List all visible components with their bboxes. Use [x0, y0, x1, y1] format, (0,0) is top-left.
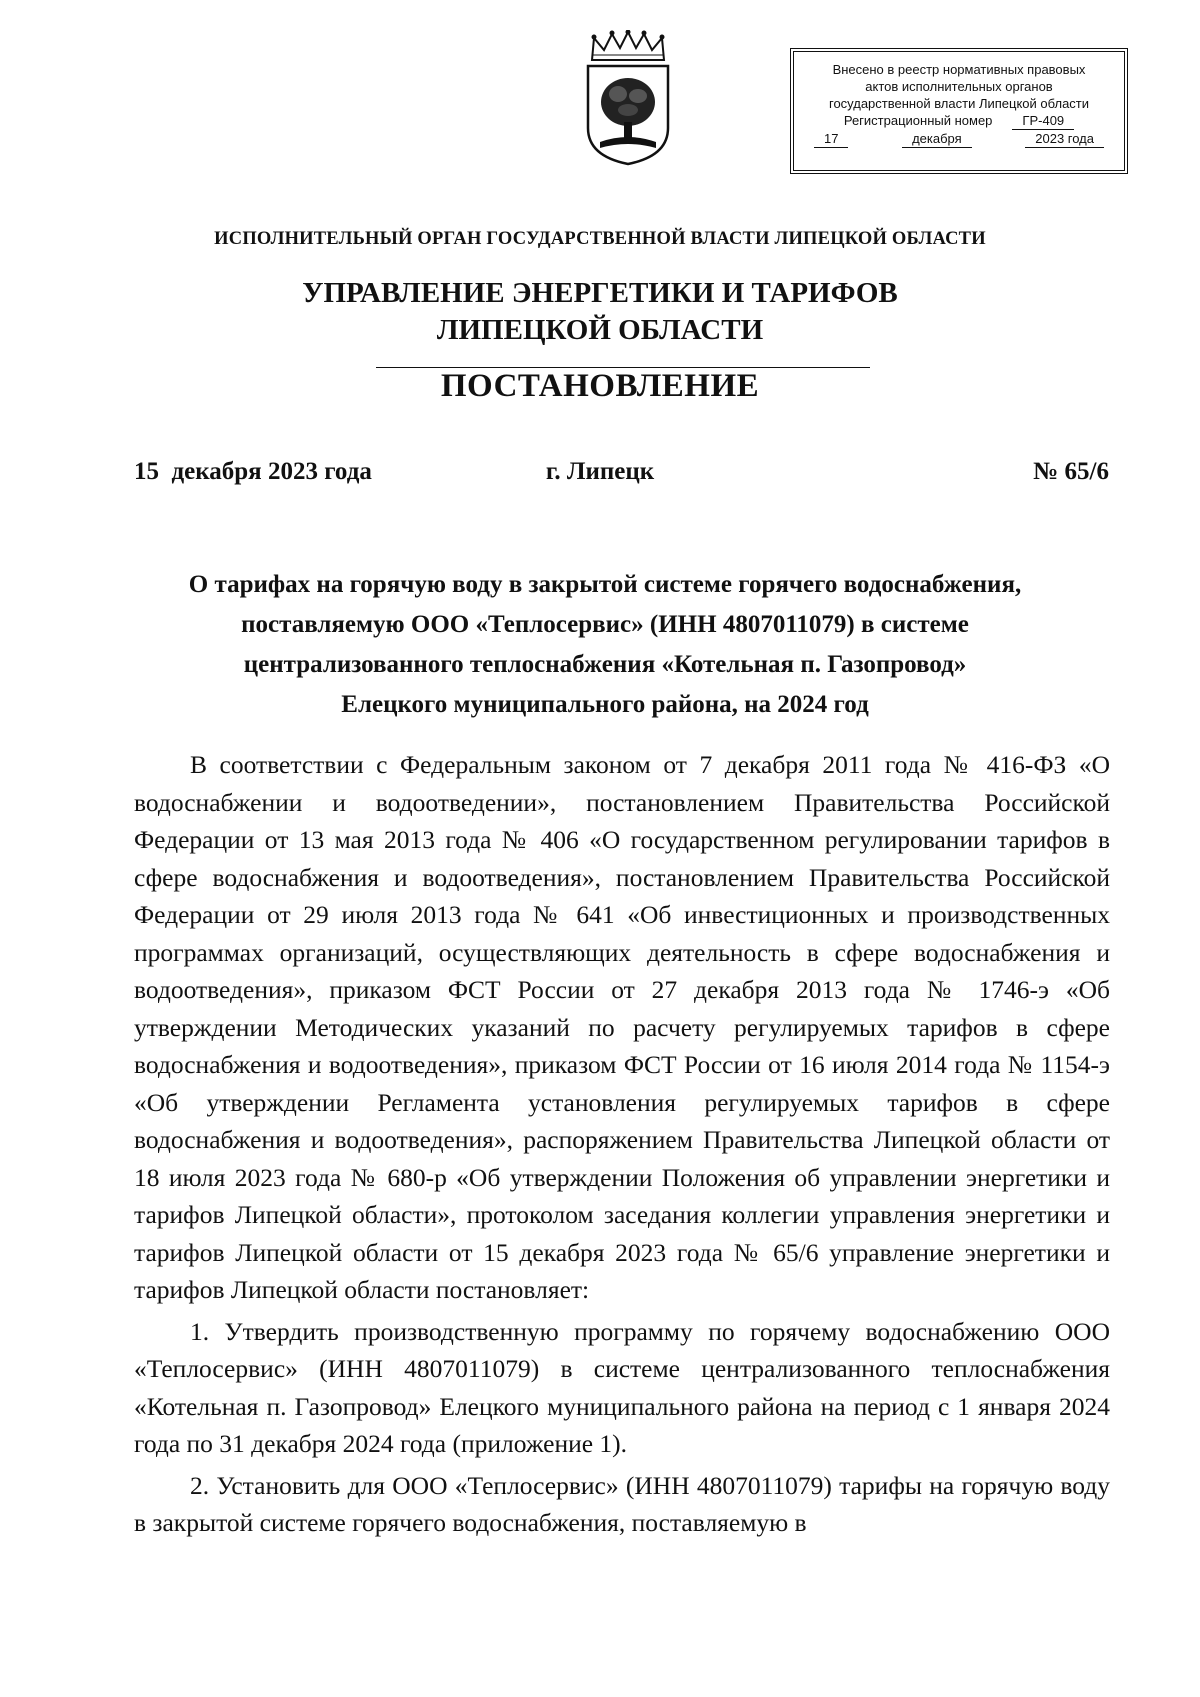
- document-number: № 65/6: [1033, 458, 1109, 485]
- preamble-paragraph: В соответствии с Федеральным законом от 7 декабря 2011 года № 416-ФЗ «О водоснабжении и водоотведении», постановлением Правительства Российской Федерации от 13 мая 2013 года № 406 «О государственном регулировании тарифов в сфере водоснабжения и водоотведения», постановлением Правительства Российской Федерации от 29 июля 2013 года № 641 «Об инвестиционных и производственных программах организаций, осуществляющих деятельность в сфере водоснабжения и водоотведения», приказом ФСТ России от 27 декабря 2013 года № 1746-э «Об утверждении Методических указаний по расчету регулируемых тарифов в сфере водоснабжения и водоотведения», приказом ФСТ России от 16 июля 2014 года № 1154-э «Об утверждении Регламента установления регулируемых тарифов в сфере водоснабжения и водоотведения», распоряжением Правительства Липецкой области от 18 июля 2023 года № 680-р «Об утверждении Положения об управлении энергетики и тарифов Липецкой области», протоколом заседания коллегии управления энергетики и тарифов Липецкой области от 15 декабря 2023 года № 65/6 управление энергетики и тарифов Липецкой области постановляет:: [134, 750, 1110, 1304]
- title-line: поставляемую ООО «Теплосервис» (ИНН 4807011079) в системе: [241, 611, 969, 638]
- document-city: г. Липецк: [545, 458, 655, 485]
- title-line: О тарифах на горячую воду в закрытой системе горячего водоснабжения,: [188, 571, 1022, 598]
- issuing-organization: ИСПОЛНИТЕЛЬНЫЙ ОРГАН ГОСУДАРСТВЕННОЙ ВЛАСТИ ЛИПЕЦКОЙ ОБЛАСТИ: [214, 229, 986, 249]
- stamp-line: Внесено в реестр нормативных правовых: [832, 62, 1086, 77]
- document-body: [134, 746, 1110, 1542]
- title-line: Елецкого муниципального района, на 2024 год: [341, 691, 869, 718]
- stamp-line: государственной власти Липецкой области: [828, 96, 1090, 111]
- stamp-year: 2023 года: [1025, 130, 1104, 148]
- stamp-reg-label: Регистрационный номер: [843, 113, 993, 128]
- clause-2: 2. Установить для ООО «Теплосервис» (ИНН 4807011079) тарифы на горячую воду в закрытой системе горячего водоснабжения, поставляемую в: [134, 1470, 1110, 1537]
- document-title: [120, 565, 1090, 725]
- department-name-line: ЛИПЕЦКОЙ ОБЛАСТИ: [436, 314, 764, 346]
- coat-of-arms-icon: [582, 30, 674, 166]
- stamp-month: декабря: [902, 130, 972, 148]
- department-name: [0, 275, 1200, 349]
- title-line: централизованного теплоснабжения «Котельная п. Газопровод»: [243, 651, 967, 678]
- department-name-line: УПРАВЛЕНИЕ ЭНЕРГЕТИКИ И ТАРИФОВ: [302, 277, 898, 309]
- clause-1: 1. Утвердить производственную программу по горячему водоснабжению ООО «Теплосервис» (ИНН 4807011079) в системе централизованного теплоснабжения «Котельная п. Газопровод» Елецкого муниципального района на период с 1 января 2024 года по 31 декабря 2024 года (приложение 1).: [134, 1316, 1110, 1458]
- stamp-line: актов исполнительных органов: [865, 79, 1053, 94]
- document-type: ПОСТАНОВЛЕНИЕ: [440, 368, 760, 404]
- document-date: 15 декабря 2023 года: [134, 458, 372, 485]
- stamp-day: 17: [814, 130, 848, 148]
- registry-stamp: [790, 48, 1128, 174]
- stamp-reg-number: ГР-409: [1012, 112, 1074, 130]
